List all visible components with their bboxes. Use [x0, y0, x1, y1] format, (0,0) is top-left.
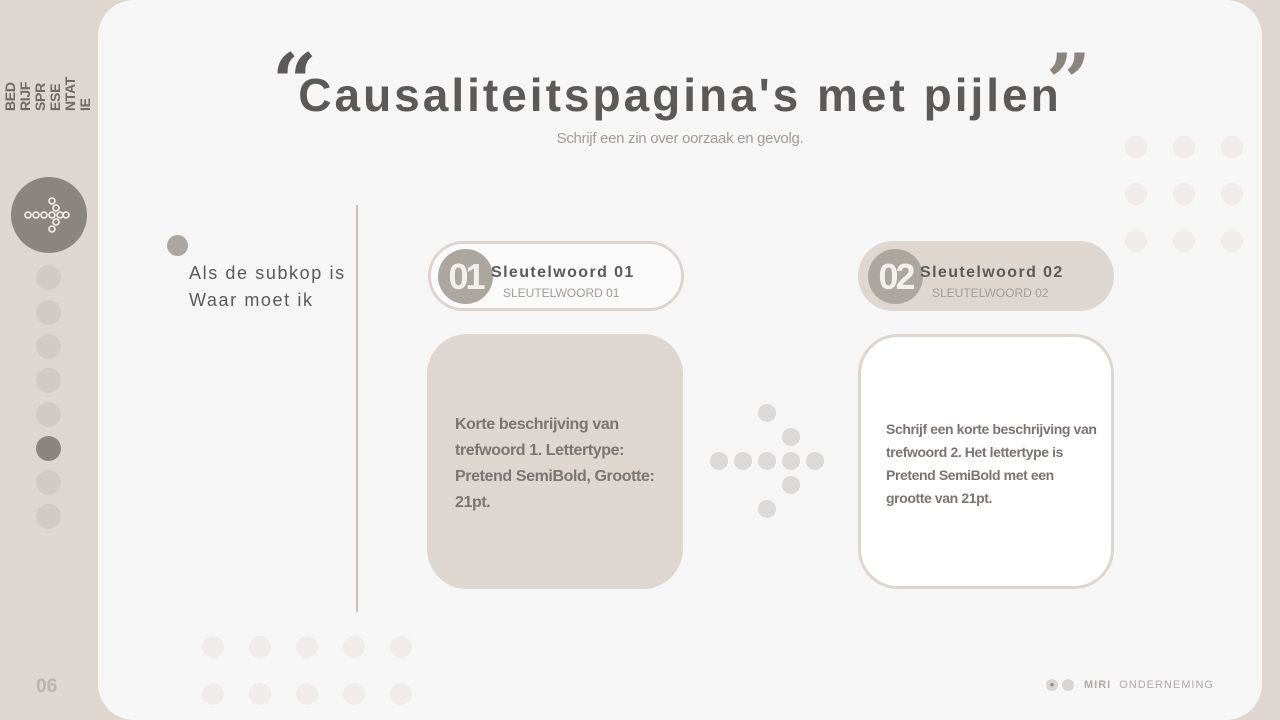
quote-close-icon: ” [1046, 37, 1091, 128]
sidebar-nav-dot[interactable] [36, 300, 61, 325]
sidebar-nav-dot[interactable] [36, 504, 61, 529]
subhead-line: Als de subkop is [189, 263, 346, 283]
sidebar-nav-dot[interactable] [36, 470, 61, 495]
brand-logo-icon [1062, 679, 1074, 691]
subhead-text [189, 260, 346, 314]
keyword-description: Korte beschrijving van trefwoord 1. Lettertype: Pretend SemiBold, Grootte: 21pt. [455, 416, 655, 511]
page-title: Causaliteitspagina's met pijlen [298, 69, 1062, 121]
page-subtitle: Schrijf een zin over oorzaak en gevolg. [556, 130, 804, 147]
keyword-number-badge: 02 [868, 249, 923, 304]
keyword-title: Sleutelwoord 01 [491, 264, 635, 281]
keyword-number-badge: 01 [438, 249, 493, 304]
page-number: 06 [36, 676, 58, 697]
keyword-card-1 [427, 334, 683, 589]
brand-name: MIRI [1084, 679, 1112, 691]
bullet-dot [167, 235, 188, 256]
sidebar-nav-dot[interactable] [36, 334, 61, 359]
keyword-description: Schrijf een korte beschrijving van trefwoord 2. Het lettertype is Pretend SemiBold met een grootte van 21pt. [886, 421, 1097, 506]
keyword-subtitle: SLEUTELWOORD 02 [932, 286, 1049, 300]
sidebar-nav-dot[interactable] [36, 368, 61, 393]
sidebar-icon-circle [11, 177, 87, 253]
brand-logo-icon: ● [1046, 679, 1058, 691]
quote-open-icon: “ [272, 37, 317, 128]
dots-arrow-icon [710, 404, 830, 524]
dots-arrow-icon [22, 195, 76, 235]
keyword-pill-1 [428, 241, 684, 311]
sidebar-nav-dot-active[interactable] [36, 436, 61, 461]
sidebar-nav-dot[interactable] [36, 402, 61, 427]
keyword-title: Sleutelwoord 02 [920, 264, 1064, 281]
footer-brand [1046, 678, 1214, 692]
slide-canvas [98, 0, 1262, 720]
decorative-dot-grid [1125, 136, 1243, 252]
keyword-subtitle: SLEUTELWOORD 01 [503, 286, 620, 300]
keyword-pill-2 [858, 241, 1114, 311]
keyword-card-2 [858, 334, 1114, 589]
divider-line [356, 205, 358, 612]
sidebar-nav-dot[interactable] [36, 265, 61, 290]
company-name: ONDERNEMING [1119, 679, 1214, 691]
sidebar-label-text: BEDRIJFSPRESENTATIE [2, 76, 93, 111]
subhead-line: Waar moet ik [189, 290, 314, 310]
sidebar-label [2, 18, 93, 168]
decorative-dot-grid [202, 636, 412, 705]
